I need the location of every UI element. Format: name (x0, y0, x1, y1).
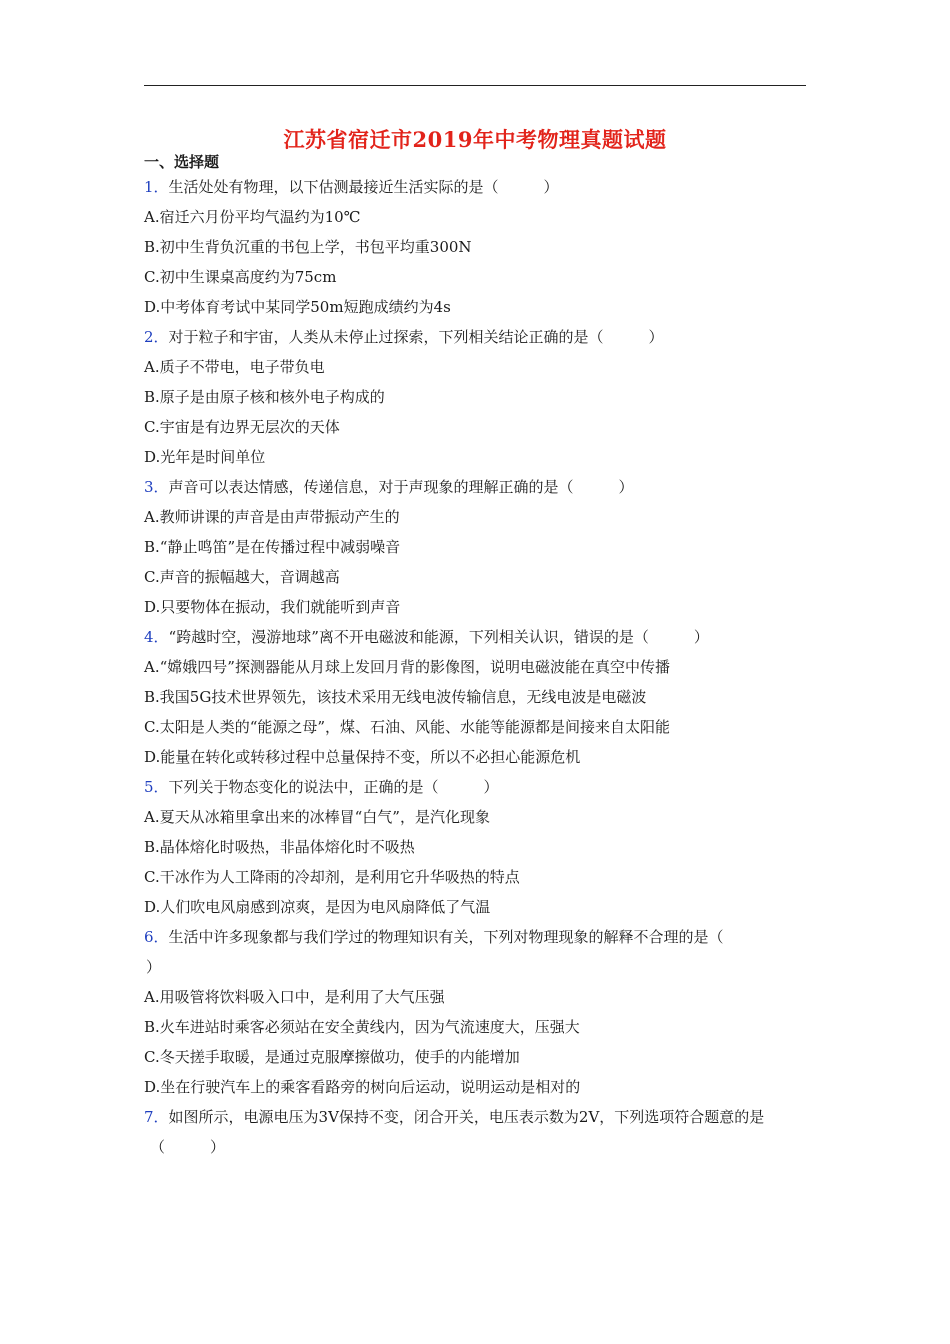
option-6c: C.冬天搓手取暖，是通过克服摩擦做功，使手的内能增加 (144, 1048, 520, 1066)
question-text: 对于粒子和宇宙，人类从未停止过探索，下列相关结论正确的是（ ） (168, 328, 664, 346)
option-3a: A.教师讲课的声音是由声带振动产生的 (144, 508, 400, 526)
option-6d: D.坐在行驶汽车上的乘客看路旁的树向后运动，说明运动是相对的 (144, 1078, 581, 1096)
page-title: 江苏省宿迁市2019年中考物理真题试题 (283, 127, 667, 152)
question-text: “跨越时空，漫游地球”离不开电磁波和能源，下列相关认识，错误的是（ ） (168, 628, 709, 646)
option-5b: B.晶体熔化时吸热，非晶体熔化时不吸热 (144, 838, 415, 856)
option-1c: C.初中生课桌高度约为75cm (144, 268, 337, 286)
option-2a: A.质子不带电，电子带负电 (144, 358, 325, 376)
question-text: 声音可以表达情感，传递信息，对于声现象的理解正确的是（ ） (168, 478, 634, 496)
question-text: 生活中许多现象都与我们学过的物理知识有关，下列对物理现象的解释不合理的是（ (168, 928, 724, 946)
question-number: 6． (144, 928, 169, 946)
question-3 (144, 472, 808, 502)
question-number: 7． (144, 1108, 169, 1126)
question-5 (144, 772, 808, 802)
question-7-continuation: （ ） (150, 1138, 226, 1156)
option-4b: B.我国5G技术世界领先，该技术采用无线电波传输信息，无线电波是电磁波 (144, 688, 647, 706)
question-text: 生活处处有物理，以下估测最接近生活实际的是（ ） (168, 178, 559, 196)
option-2d: D.光年是时间单位 (144, 448, 266, 466)
option-1a: A.宿迁六月份平均气温约为10℃ (144, 208, 361, 226)
option-1d: D.中考体育考试中某同学50m短跑成绩约为4s (144, 298, 451, 316)
option-1b: B.初中生背负沉重的书包上学，书包平均重300N (144, 238, 472, 256)
question-number: 3． (144, 478, 169, 496)
option-4d: D.能量在转化或转移过程中总量保持不变，所以不必担心能源危机 (144, 748, 581, 766)
option-2c: C.宇宙是有边界无层次的天体 (144, 418, 340, 436)
question-1 (144, 172, 808, 202)
option-4a: A.“嫦娥四号”探测器能从月球上发回月背的影像图，说明电磁波能在真空中传播 (144, 658, 670, 676)
option-3d: D.只要物体在振动，我们就能听到声音 (144, 598, 401, 616)
option-5d: D.人们吹电风扇感到凉爽，是因为电风扇降低了气温 (144, 898, 491, 916)
section-heading: 一、选择题 (144, 153, 220, 171)
question-7 (144, 1102, 808, 1132)
question-6-continuation: ） (146, 958, 162, 976)
option-6b: B.火车进站时乘客必须站在安全黄线内，因为气流速度大，压强大 (144, 1018, 580, 1036)
question-text: 如图所示，电源电压为3V保持不变，闭合开关，电压表示数为2V，下列选项符合题意的是 (168, 1108, 765, 1126)
option-2b: B.原子是由原子核和核外电子构成的 (144, 388, 385, 406)
option-3b: B.“静止鸣笛”是在传播过程中减弱噪音 (144, 538, 401, 556)
question-number: 1． (144, 178, 169, 196)
header-rule (144, 85, 806, 86)
question-4 (144, 622, 808, 652)
option-4c: C.太阳是人类的“能源之母”，煤、石油、风能、水能等能源都是间接来自太阳能 (144, 718, 671, 736)
question-number: 4． (144, 628, 169, 646)
question-text: 下列关于物态变化的说法中，正确的是（ ） (168, 778, 499, 796)
option-5a: A.夏天从冰箱里拿出来的冰棒冒“白气”，是汽化现象 (144, 808, 490, 826)
question-list (144, 172, 808, 1162)
option-5c: C.干冰作为人工降雨的冷却剂，是利用它升华吸热的特点 (144, 868, 520, 886)
question-2 (144, 322, 808, 352)
option-6a: A.用吸管将饮料吸入口中，是利用了大气压强 (144, 988, 445, 1006)
option-3c: C.声音的振幅越大，音调越高 (144, 568, 340, 586)
question-number: 2． (144, 328, 169, 346)
question-number: 5． (144, 778, 169, 796)
question-6 (144, 922, 808, 952)
